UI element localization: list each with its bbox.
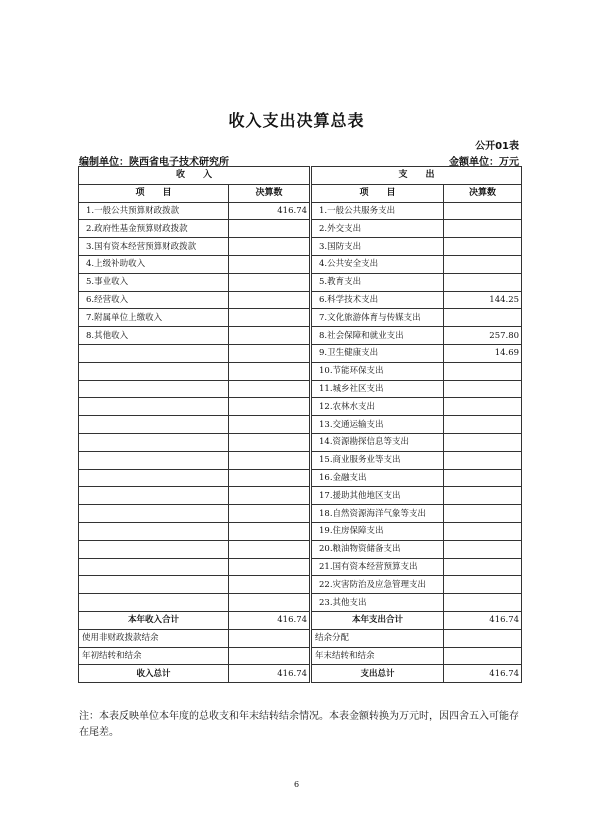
expense-amount-cell: 144.25	[444, 291, 522, 309]
expense-item-cell: 6.科学技术支出	[311, 291, 444, 309]
expense-item-cell: 17.援助其他地区支出	[311, 487, 444, 505]
income-amount-cell	[229, 522, 311, 540]
expense-item-cell: 16.金融支出	[311, 469, 444, 487]
carry-row	[79, 647, 522, 665]
end-carry-label: 年末结转和结余	[311, 647, 444, 665]
table-row	[79, 255, 522, 273]
income-item-cell	[79, 594, 229, 612]
year-total-row	[79, 611, 522, 629]
expense-item-cell: 3.国防支出	[311, 238, 444, 256]
year-expense-amount: 416.74	[444, 611, 522, 629]
table-row	[79, 380, 522, 398]
income-amount-cell	[229, 540, 311, 558]
income-item-cell	[79, 398, 229, 416]
income-item-cell	[79, 576, 229, 594]
expense-amount-cell: 14.69	[444, 344, 522, 362]
total-income-label: 收入总计	[79, 665, 229, 683]
table-row	[79, 487, 522, 505]
year-income-label: 本年收入合计	[79, 611, 229, 629]
table-row	[79, 362, 522, 380]
table-row	[79, 327, 522, 345]
section-header-row	[79, 167, 522, 185]
expense-item-header: 项 目	[311, 184, 444, 202]
income-item-cell: 7.附属单位上缴收入	[79, 309, 229, 327]
income-amount-cell	[229, 327, 311, 345]
income-amount-cell	[229, 255, 311, 273]
expense-item-cell: 8.社会保障和就业支出	[311, 327, 444, 345]
income-item-cell: 8.其他收入	[79, 327, 229, 345]
expense-amount-cell	[444, 469, 522, 487]
income-amount-cell	[229, 344, 311, 362]
expense-item-cell: 10.节能环保支出	[311, 362, 444, 380]
income-amount-cell	[229, 238, 311, 256]
expense-item-cell: 23.其他支出	[311, 594, 444, 612]
expense-item-cell: 18.自然资源海洋气象等支出	[311, 505, 444, 523]
table-row	[79, 238, 522, 256]
table-row	[79, 451, 522, 469]
expense-item-cell: 14.资源勘探信息等支出	[311, 433, 444, 451]
expense-item-cell: 1.一般公共服务支出	[311, 202, 444, 220]
income-item-cell	[79, 558, 229, 576]
expense-amount-cell	[444, 255, 522, 273]
income-item-cell: 2.政府性基金预算财政拨款	[79, 220, 229, 238]
footnote: 注：本表反映单位本年度的总收支和年末结转结余情况。本表金额转换为万元时，因四舍五入可能存在尾差。	[79, 711, 519, 738]
table-row	[79, 416, 522, 434]
year-income-amount: 416.74	[229, 611, 311, 629]
begin-carry-amount	[229, 647, 311, 665]
table-row	[79, 344, 522, 362]
expense-item-cell: 4.公共安全支出	[311, 255, 444, 273]
end-carry-amount	[444, 647, 522, 665]
expense-amount-cell	[444, 522, 522, 540]
income-item-cell	[79, 540, 229, 558]
expense-item-cell: 11.城乡社区支出	[311, 380, 444, 398]
income-amount-cell	[229, 309, 311, 327]
income-item-cell: 3.国有资本经营预算财政拨款	[79, 238, 229, 256]
income-item-cell: 1.一般公共预算财政拨款	[79, 202, 229, 220]
expense-item-cell: 7.文化旅游体育与传媒支出	[311, 309, 444, 327]
table-row	[79, 433, 522, 451]
table-row	[79, 398, 522, 416]
income-item-cell	[79, 487, 229, 505]
income-amount-cell	[229, 505, 311, 523]
income-item-cell	[79, 362, 229, 380]
income-item-cell	[79, 522, 229, 540]
expense-item-cell: 2.外交支出	[311, 220, 444, 238]
income-item-cell: 5.事业收入	[79, 273, 229, 291]
expense-amount-cell	[444, 202, 522, 220]
income-amount-cell	[229, 398, 311, 416]
unit-label: 金额单位：万元	[449, 157, 519, 168]
table-row	[79, 291, 522, 309]
income-amount-cell	[229, 469, 311, 487]
income-amount-cell	[229, 362, 311, 380]
income-amount-cell	[229, 273, 311, 291]
table-row	[79, 309, 522, 327]
expense-amount-cell	[444, 220, 522, 238]
income-item-cell	[79, 451, 229, 469]
table-row	[79, 594, 522, 612]
income-amount-cell	[229, 451, 311, 469]
expense-item-cell: 15.商业服务业等支出	[311, 451, 444, 469]
expense-amount-cell	[444, 433, 522, 451]
expense-amount-cell	[444, 540, 522, 558]
form-code: 公开01表	[475, 141, 519, 152]
income-amount-header: 决算数	[229, 184, 311, 202]
total-income-amount: 416.74	[229, 665, 311, 683]
expense-amount-cell	[444, 362, 522, 380]
expense-amount-cell	[444, 309, 522, 327]
income-section-header: 收 入	[79, 167, 311, 185]
nonfiscal-amount	[229, 629, 311, 647]
year-expense-label: 本年支出合计	[311, 611, 444, 629]
expense-item-cell: 13.交通运输支出	[311, 416, 444, 434]
begin-carry-label: 年初结转和结余	[79, 647, 229, 665]
income-item-cell	[79, 380, 229, 398]
table-row	[79, 505, 522, 523]
expense-item-cell: 12.农林水支出	[311, 398, 444, 416]
income-item-cell: 4.上级补助收入	[79, 255, 229, 273]
nonfiscal-row	[79, 629, 522, 647]
expense-amount-header: 决算数	[444, 184, 522, 202]
column-header-row	[79, 184, 522, 202]
expense-item-cell: 21.国有资本经营预算支出	[311, 558, 444, 576]
total-expense-amount: 416.74	[444, 665, 522, 683]
expense-amount-cell	[444, 451, 522, 469]
expense-item-cell: 5.教育支出	[311, 273, 444, 291]
table-row	[79, 469, 522, 487]
income-amount-cell: 416.74	[229, 202, 311, 220]
income-item-cell: 6.经营收入	[79, 291, 229, 309]
table-row	[79, 540, 522, 558]
nonfiscal-label: 使用非财政拨款结余	[79, 629, 229, 647]
income-amount-cell	[229, 576, 311, 594]
income-amount-cell	[229, 594, 311, 612]
expense-amount-cell	[444, 398, 522, 416]
income-item-cell	[79, 433, 229, 451]
income-expense-table	[78, 166, 522, 683]
report-title: 收入支出决算总表	[228, 111, 365, 130]
expense-item-cell: 19.住房保障支出	[311, 522, 444, 540]
income-amount-cell	[229, 433, 311, 451]
table-row	[79, 576, 522, 594]
expense-amount-cell	[444, 487, 522, 505]
surplus-dist-label: 结余分配	[311, 629, 444, 647]
income-amount-cell	[229, 291, 311, 309]
income-item-cell	[79, 505, 229, 523]
expense-amount-cell	[444, 505, 522, 523]
income-item-cell	[79, 469, 229, 487]
table-row	[79, 202, 522, 220]
expense-amount-cell	[444, 273, 522, 291]
total-expense-label: 支出总计	[311, 665, 444, 683]
expense-amount-cell	[444, 416, 522, 434]
page-number: 6	[293, 780, 300, 789]
income-amount-cell	[229, 558, 311, 576]
income-item-cell	[79, 344, 229, 362]
expense-amount-cell	[444, 576, 522, 594]
expense-amount-cell	[444, 380, 522, 398]
expense-amount-cell: 257.80	[444, 327, 522, 345]
income-amount-cell	[229, 380, 311, 398]
expense-amount-cell	[444, 558, 522, 576]
expense-section-header: 支 出	[311, 167, 522, 185]
income-amount-cell	[229, 220, 311, 238]
table-row	[79, 273, 522, 291]
expense-item-cell: 20.粮油物资储备支出	[311, 540, 444, 558]
expense-item-cell: 22.灾害防治及应急管理支出	[311, 576, 444, 594]
expense-amount-cell	[444, 594, 522, 612]
table-row	[79, 558, 522, 576]
table-row	[79, 522, 522, 540]
org-label: 编制单位：陕西省电子技术研究所	[79, 157, 229, 168]
expense-amount-cell	[444, 238, 522, 256]
surplus-dist-amount	[444, 629, 522, 647]
income-item-cell	[79, 416, 229, 434]
expense-item-cell: 9.卫生健康支出	[311, 344, 444, 362]
table-row	[79, 220, 522, 238]
income-amount-cell	[229, 416, 311, 434]
income-item-header: 项 目	[79, 184, 229, 202]
income-amount-cell	[229, 487, 311, 505]
grand-total-row	[79, 665, 522, 683]
